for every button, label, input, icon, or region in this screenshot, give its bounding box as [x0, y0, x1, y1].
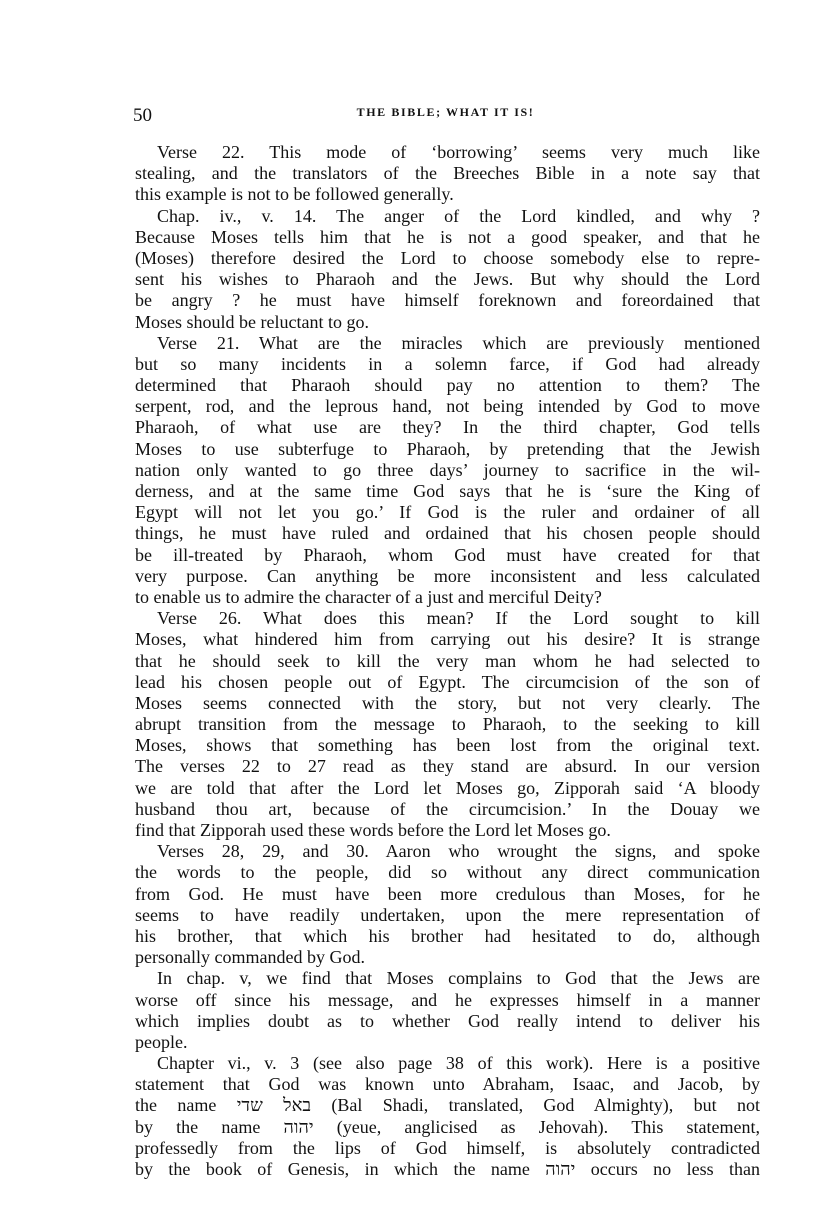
- text-line: the words to the people, did so without any direct communication: [135, 862, 760, 883]
- text-line: determined that Pharaoh should pay no attention to them? The: [135, 375, 760, 396]
- text-line: from God. He must have been more credulous than Moses, for he: [135, 883, 760, 904]
- text-line: things, he must have ruled and ordained that his chosen people should: [135, 523, 760, 544]
- text-line: we are told that after the Lord let Moses go, Zipporah said ‘A bloody: [135, 777, 760, 798]
- page-number: 50: [133, 105, 152, 126]
- text-line: derness, and at the same time God says that he is ‘sure the King of: [135, 481, 760, 501]
- text-line: Moses, what hindered him from carrying out his desire? It is strange: [135, 629, 760, 650]
- text-line: by the name יהוה (yeue, anglicised as Jehovah). This statement,: [135, 1116, 760, 1137]
- text-line: by the book of Genesis, in which the name יהוה occurs no less than: [135, 1159, 760, 1179]
- text-line: Egypt will not let you go.’ If God is the ruler and ordainer of all: [135, 502, 760, 523]
- text-line: Verse 26. What does this mean? If the Lord sought to kill: [157, 608, 760, 629]
- text-line: Moses to use subterfuge to Pharaoh, by pretending that the Jewish: [135, 438, 760, 459]
- text-line: Pharaoh, of what use are they? In the third chapter, God tells: [135, 417, 760, 438]
- text-line: that he should seek to kill the very man whom he had selected to: [135, 650, 760, 671]
- text-line: but so many incidents in a solemn farce, if God had already: [135, 353, 760, 374]
- running-header: [133, 103, 758, 131]
- text-line: nation only wanted to go three days’ journey to sacrifice in the wil-: [135, 459, 760, 480]
- text-line: worse off since his message, and he expresses himself in a manner: [135, 989, 760, 1010]
- text-line: Because Moses tells him that he is not a good speaker, and that he: [135, 226, 760, 247]
- text-line: his brother, that which his brother had hesitated to do, although: [135, 925, 760, 946]
- text-line: Verse 22. This mode of ‘borrowing’ seems very much like: [157, 142, 760, 162]
- text-line: find that Zipporah used these words before the Lord let Moses go.: [135, 820, 611, 840]
- text-line: people.: [135, 1031, 188, 1052]
- text-line: Chapter vi., v. 3 (see also page 38 of this work). Here is a positive: [157, 1053, 760, 1074]
- text-line: seems to have readily undertaken, upon the mere representation of: [135, 904, 760, 925]
- text-line: Chap. iv., v. 14. The anger of the Lord kindled, and why ?: [157, 205, 760, 226]
- text-line: be angry ? he must have himself foreknown and foreordained that: [135, 290, 760, 311]
- text-line: this example is not to be followed generally.: [135, 184, 454, 205]
- text-line: sent his wishes to Pharaoh and the Jews. But why should the Lord: [135, 269, 760, 290]
- text-line: serpent, rod, and the leprous hand, not being intended by God to move: [135, 396, 760, 417]
- text-line: the name באל שדי (Bal Shadi, translated, God Almighty), but not: [135, 1095, 760, 1116]
- text-line: professedly from the lips of God himself, is absolutely contradicted: [135, 1137, 760, 1158]
- text-line: The verses 22 to 27 read as they stand are absurd. In our version: [135, 756, 760, 777]
- text-line: stealing, and the translators of the Breeches Bible in a note say that: [135, 163, 760, 184]
- text-line: statement that God was known unto Abraham, Isaac, and Jacob, by: [135, 1074, 760, 1095]
- text-line: (Moses) therefore desired the Lord to choose somebody else to repre-: [135, 247, 760, 268]
- text-line: Verses 28, 29, and 30. Aaron who wrought the signs, and spoke: [157, 841, 760, 862]
- text-line: Verse 21. What are the miracles which are previously mentioned: [157, 332, 760, 353]
- text-line: personally commanded by God.: [135, 947, 365, 968]
- text-line: be ill-treated by Pharaoh, whom God must have created for that: [135, 544, 760, 565]
- running-title: THE BIBLE; WHAT IT IS!: [356, 105, 535, 119]
- text-line: abrupt transition from the message to Pharaoh, to the seeking to kill: [135, 714, 760, 735]
- text-line: Moses seems connected with the story, but not very clearly. The: [135, 692, 760, 713]
- text-line: to enable us to admire the character of a just and merciful Deity?: [135, 586, 602, 607]
- text-line: Moses, shows that something has been lost from the original text.: [135, 735, 760, 756]
- text-line: In chap. v, we find that Moses complains to God that the Jews are: [157, 968, 760, 989]
- body-text: [135, 142, 760, 1180]
- text-line: lead his chosen people out of Egypt. The circumcision of the son of: [135, 671, 760, 692]
- text-line: which implies doubt as to whether God really intend to deliver his: [135, 1010, 760, 1031]
- text-line: husband thou art, because of the circumcision.’ In the Douay we: [135, 798, 760, 819]
- text-line: Moses should be reluctant to go.: [135, 311, 369, 332]
- text-line: very purpose. Can anything be more inconsistent and less calculated: [135, 565, 760, 586]
